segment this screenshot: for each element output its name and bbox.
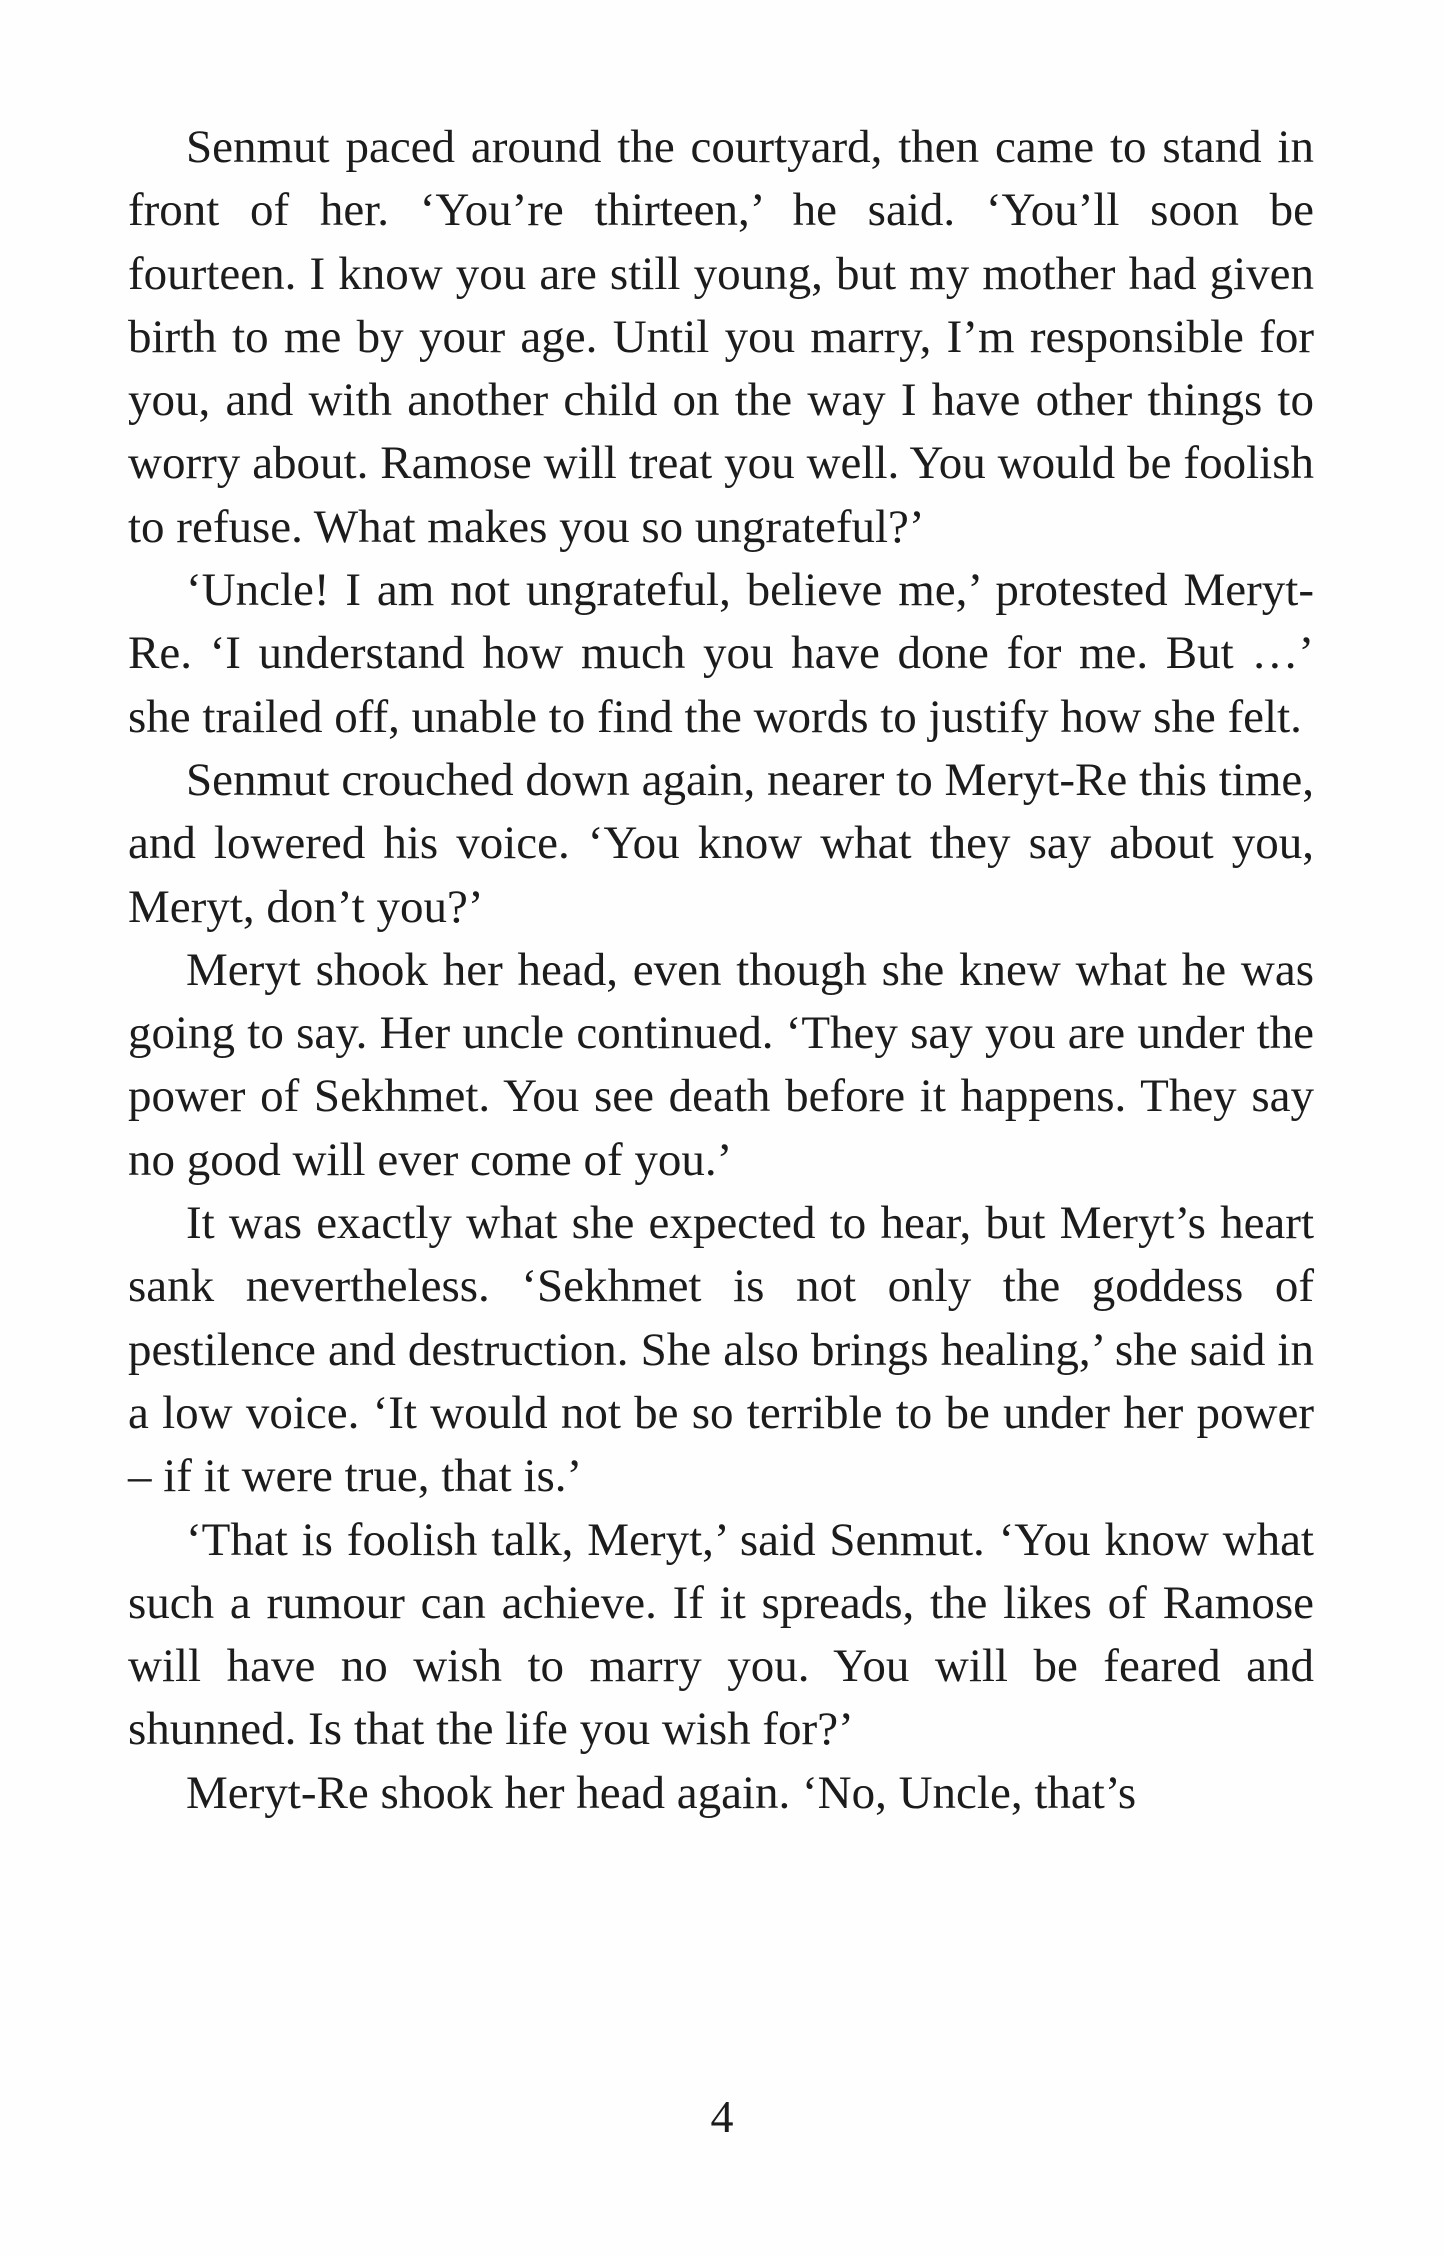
paragraph-1: Senmut paced around the courtyard, then came to stand in front of her. ‘You’re thirteen,’ he said. ‘You’ll soon be fourteen. I know you are still young, but my mother had given birth to me by your age. Until you marry, I’m responsible for you, and with another child on the way I have other things to worry about. Ramose will treat you well. You would be foolish to refuse. What makes you so ungrateful?’ (128, 121, 1314, 553)
paragraph-3: Senmut crouched down again, nearer to Meryt-Re this time, and lowered his voice. ‘You know what they say about you, Meryt, don’t you?’ (128, 753, 1314, 933)
paragraph-4: Meryt shook her head, even though she knew what he was going to say. Her uncle continued. ‘They say you are under the power of Sekhmet. You see death before it happens. They say no good will ever come of you.’ (128, 943, 1314, 1186)
paragraph-2: ‘Uncle! I am not ungrateful, believe me,’ protested Meryt-Re. ‘I understand how much you have done for me. But …’ she trailed off, unable to find the words to justify how she felt. (128, 564, 1314, 743)
page-number: 4 (710, 2091, 734, 2142)
paragraph-7: Meryt-Re shook her head again. ‘No, Uncle, that’s (186, 1766, 1137, 1819)
body-text (128, 116, 1314, 1825)
paragraph-5: It was exactly what she expected to hear, but Meryt’s heart sank nevertheless. ‘Sekhmet is not only the goddess of pestilence and destruction. She also brings healing,’ she said in a low voice. ‘It would not be so terrible to be under her power – if it were true, that is.’ (128, 1197, 1314, 1503)
paragraph-6: ‘That is foolish talk, Meryt,’ said Senmut. ‘You know what such a rumour can achieve. If it spreads, the likes of Ramose will have no wish to marry you. You will be feared and shunned. Is that the life you wish for?’ (128, 1513, 1314, 1756)
